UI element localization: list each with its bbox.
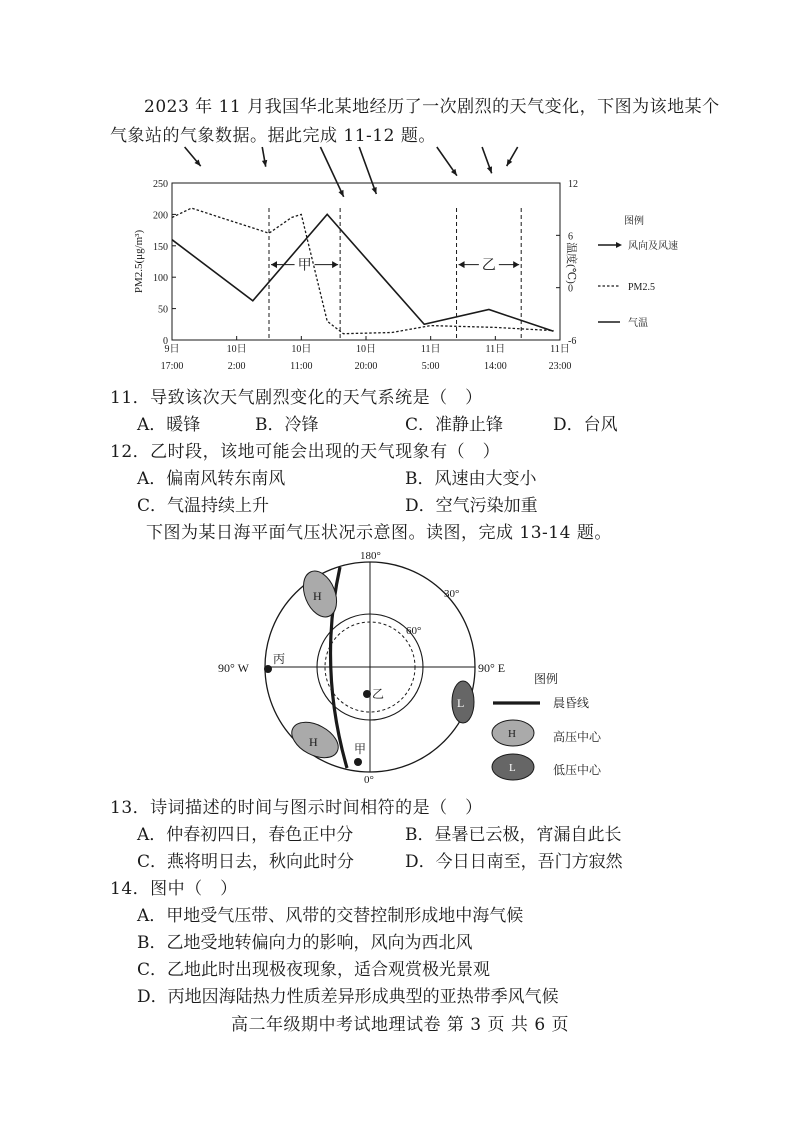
plot-frame: [172, 183, 560, 340]
intro-line-2: 气象站的气象数据。据此完成 11-12 题。: [110, 126, 436, 146]
q12-option-c[interactable]: C．气温持续上升: [137, 496, 270, 516]
period-arrowhead-left: [459, 261, 465, 268]
high-bottom-label: H: [309, 735, 318, 749]
q13-stem: 13．诗词描述的时间与图示时间相符的是（ ）: [110, 798, 483, 818]
place-bing-label: 丙: [273, 652, 286, 666]
series-temperature-line: [172, 214, 554, 331]
q13-option-c[interactable]: C．燕将明日去，秋向此时分: [137, 852, 355, 872]
legend-terminator-label: 晨昏线: [553, 696, 590, 710]
pressure-map: [0, 540, 794, 790]
x-tick-label-time: 5:00: [421, 361, 440, 372]
wind-arrowhead: [372, 187, 377, 194]
y-left-tick-label: 50: [158, 304, 168, 316]
x-tick-label-time: 14:00: [483, 361, 507, 372]
q14-stem: 14．图中（ ）: [110, 879, 238, 899]
q11-option-d[interactable]: D．台风: [553, 415, 618, 435]
period-label: 甲: [297, 258, 312, 274]
legend-high-label: 高压中心: [553, 730, 602, 744]
weather-chart: [0, 145, 794, 385]
period-arrowhead-right: [332, 261, 338, 268]
q14-option-d[interactable]: D．丙地因海陆热力性质差异形成典型的亚热带季风气候: [137, 987, 559, 1007]
x-tick-label-time: 20:00: [354, 361, 378, 372]
high-top-label: H: [313, 589, 322, 603]
legend-high-symbol-label: H: [508, 728, 516, 740]
page-footer: 高二年级期中考试地理试卷 第 3 页 共 6 页: [231, 1015, 570, 1035]
q11-option-a[interactable]: A．暖锋: [137, 415, 201, 435]
lat-label-30: 30°: [444, 588, 460, 600]
q12-option-a[interactable]: A．偏南风转东南风: [137, 469, 286, 489]
legend-wind-label: 风向及风速: [628, 241, 678, 252]
y-right-tick-label: 6: [568, 231, 573, 243]
place-jia-label: 甲: [354, 742, 367, 756]
low-right-label: L: [457, 696, 465, 710]
wind-arrow: [359, 147, 376, 194]
map-legend-title: 图例: [534, 672, 559, 686]
q13-option-d[interactable]: D．今日日南至，吾门方寂然: [405, 852, 623, 872]
x-tick-label-day: 11日: [550, 344, 570, 355]
q14-option-a[interactable]: A．甲地受气压带、风带的交替控制形成地中海气候: [137, 906, 524, 926]
y-left-tick-label: 150: [153, 241, 168, 253]
x-tick-label-time: 2:00: [227, 361, 246, 372]
x-tick-label-day: 11日: [420, 344, 441, 355]
intro-2: 下图为某日海平面气压状况示意图。读图，完成 13-14 题。: [146, 523, 612, 543]
q14-option-b[interactable]: B．乙地受地转偏向力的影响，风向为西北风: [137, 933, 473, 953]
q11-option-c[interactable]: C．准静止锋: [405, 415, 504, 435]
place-jia-dot: [354, 758, 362, 766]
y-left-tick-label: 0: [163, 336, 168, 347]
x-tick-label-day: 10日: [356, 344, 376, 355]
lat-label-60: 60°: [406, 625, 422, 637]
q11-stem: 11．导致该次天气剧烈变化的天气系统是（ ）: [110, 388, 483, 408]
x-tick-label-time: 23:00: [548, 361, 572, 372]
legend-low-symbol-label: L: [509, 762, 516, 774]
y-right-tick-label: 0: [568, 283, 573, 295]
period-arrowhead-right: [513, 261, 519, 268]
q13-option-a[interactable]: A．仲春初四日，春色正中分: [137, 825, 354, 845]
period-label: 乙: [481, 258, 496, 274]
q14-option-c[interactable]: C．乙地此时出现极夜现象，适合观赏极光景观: [137, 960, 491, 980]
place-yi-dot: [363, 690, 371, 698]
q13-option-b[interactable]: B．昼暑已云极，宵漏自此长: [405, 825, 622, 845]
q12-stem: 12．乙时段，该地可能会出现的天气现象有（ ）: [110, 442, 501, 462]
legend-wind-arrowhead: [616, 242, 622, 248]
y-left-tick-label: 250: [153, 179, 168, 190]
x-tick-label-time: 11:00: [290, 361, 313, 372]
lon-label-0: 0°: [364, 774, 374, 786]
y-left-axis-label: PM2.5(μg/m³): [133, 229, 145, 294]
place-yi-label: 乙: [372, 687, 385, 701]
intro-line-1: 2023 年 11 月我国华北某地经历了一次剧烈的天气变化，下图为该地某个: [144, 97, 720, 117]
legend-temp-label: 气温: [628, 318, 648, 329]
chart-legend-title: 图例: [624, 216, 644, 227]
q12-option-d[interactable]: D．空气污染加重: [405, 496, 538, 516]
x-tick-label-day: 10日: [291, 344, 312, 355]
wind-arrow: [320, 147, 343, 197]
x-tick-label-time: 17:00: [160, 361, 184, 372]
legend-low-label: 低压中心: [553, 763, 602, 777]
lon-label-90e: 90° E: [478, 661, 506, 675]
q12-option-b[interactable]: B．风速由大变小: [405, 469, 537, 489]
series-pm25-line: [172, 208, 554, 334]
x-tick-label-day: 11日: [485, 344, 506, 355]
y-right-tick-label: 12: [568, 179, 578, 190]
y-left-tick-label: 100: [153, 273, 168, 285]
wind-arrowhead: [262, 160, 267, 167]
y-right-axis-label: 温度(℃): [565, 242, 577, 284]
y-right-tick-label: -6: [568, 336, 577, 347]
legend-pm25-label: PM2.5: [628, 282, 655, 293]
x-tick-label-day: 10日: [226, 344, 247, 355]
lon-label-180: 180°: [360, 550, 381, 562]
place-bing-dot: [264, 665, 272, 673]
period-arrowhead-left: [271, 261, 277, 268]
q11-option-b[interactable]: B．冷锋: [255, 415, 319, 435]
lon-label-90w: 90° W: [218, 661, 249, 675]
y-left-tick-label: 200: [153, 210, 168, 222]
wind-arrowhead: [487, 166, 492, 173]
x-tick-label-day: 9日: [164, 344, 180, 355]
